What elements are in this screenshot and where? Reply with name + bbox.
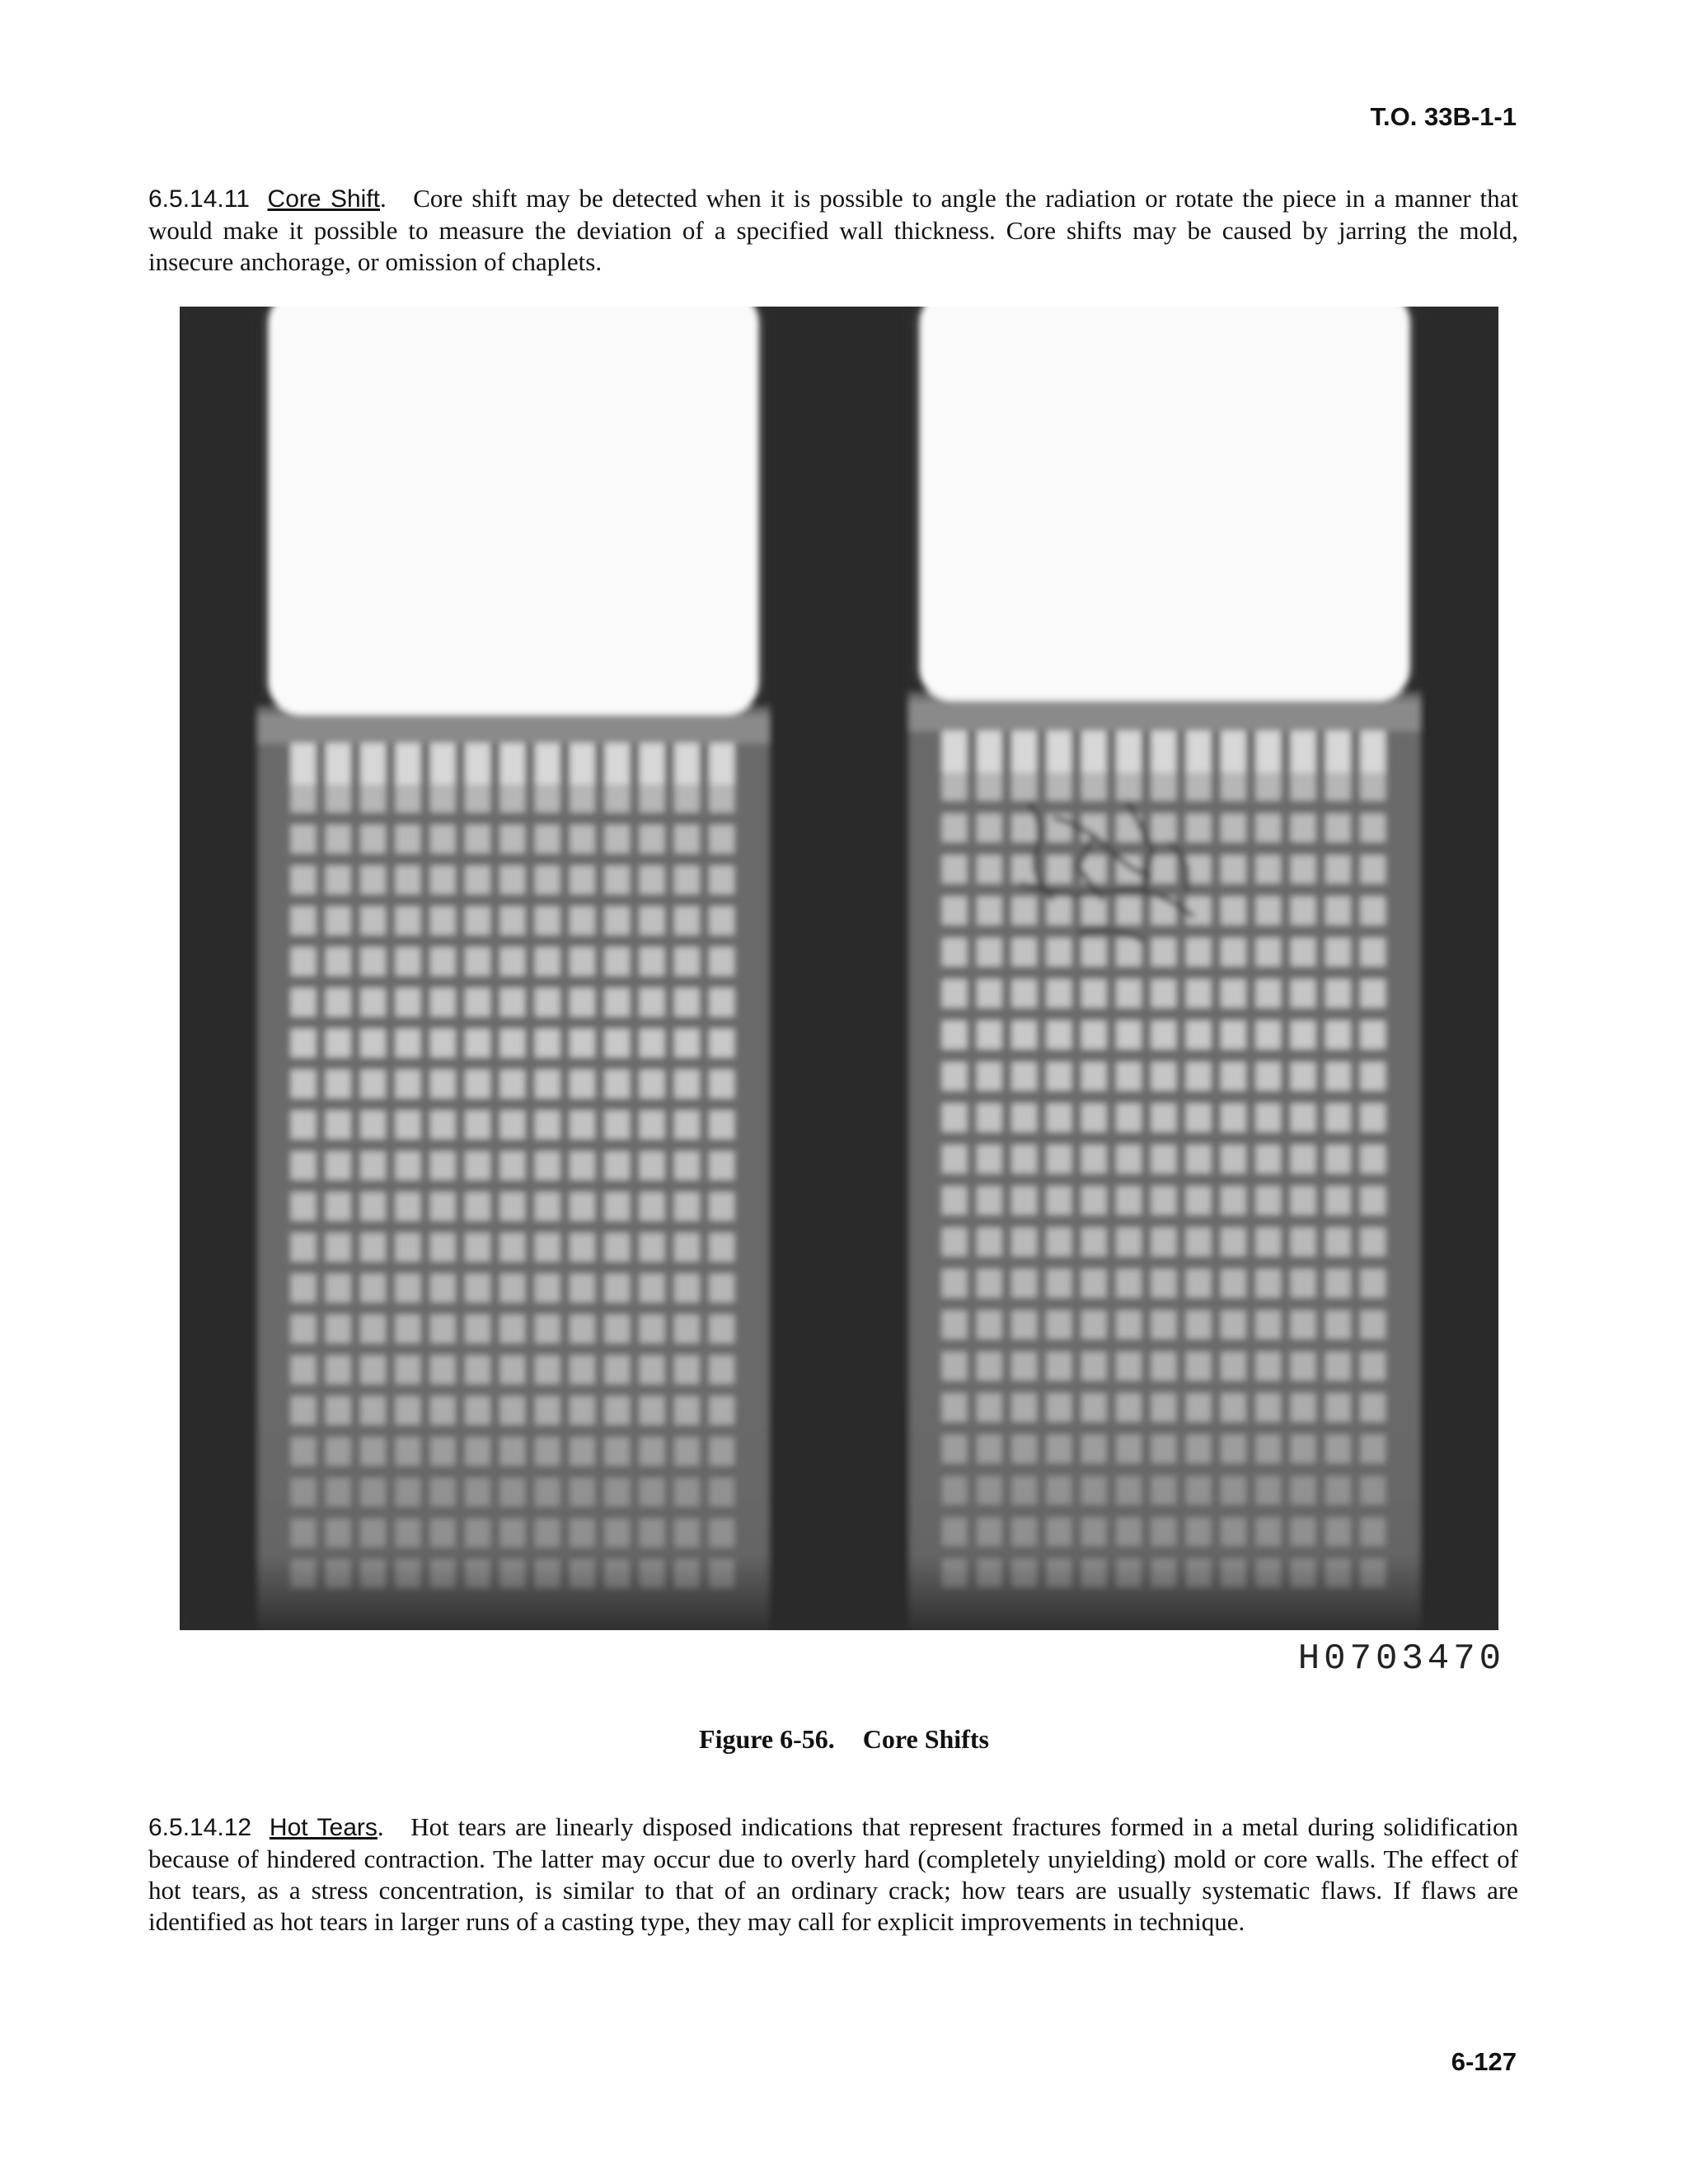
- section-body: Hot tears are linearly disposed indications that represent fractures formed in a metal during solidification because of hindered contraction. The latter may occur due to overly hard (completely unyielding) mold or core walls. The effect of hot tears, as a stress concentration, is similar to that of an ordinary crack; how tears are usually systematic flaws. If flaws are identified as hot tears in larger runs of a casting type, they may call for explicit improvements in technique.: [148, 1812, 1519, 1936]
- document-id: T.O. 33B-1-1: [1370, 102, 1517, 131]
- section-number: 6.5.14.12: [148, 1814, 252, 1841]
- section-number: 6.5.14.11: [148, 185, 250, 213]
- radiograph-figure: [180, 307, 1498, 1630]
- section-title: Core Shift: [267, 185, 381, 213]
- radiograph-image: [180, 307, 1498, 1630]
- paragraph-hot-tears: 6.5.14.12 Hot Tears. Hot tears are linearly disposed indications that represent fractures formed in a metal during solidification because of hindered contraction. The latter may occur due to overly hard (completely unyielding) mold or core walls. The effect of hot tears, as a stress concentration, is similar to that of an ordinary crack; how tears are usually systematic flaws. If flaws are identified as hot tears in larger runs of a casting type, they may call for explicit improvements in technique.: [148, 1812, 1519, 1936]
- section-body: Core shift may be detected when it is possible to angle the radiation or rotate the piece in a manner that would make it possible to measure the deviation of a specified wall thickness. Core shifts may be caused by jarring the mold, insecure anchorage, or omission of chaplets.: [148, 184, 1518, 276]
- page-number: 6-127: [1451, 2047, 1517, 2076]
- figure-title: Core Shifts: [862, 1724, 989, 1754]
- figure-caption: [0, 1724, 1688, 1755]
- section-title: Hot Tears: [269, 1814, 377, 1841]
- figure-label: Figure 6-56.: [699, 1724, 835, 1754]
- figure-code: H0703470: [1297, 1638, 1505, 1680]
- paragraph-core-shift: 6.5.14.11 Core Shift. Core shift may be detected when it is possible to angle the radiation or rotate the piece in a manner that would make it possible to measure the deviation of a specified wall thickness. Core shifts may be caused by jarring the mold, insecure anchorage, or omission of chaplets.: [148, 184, 1518, 276]
